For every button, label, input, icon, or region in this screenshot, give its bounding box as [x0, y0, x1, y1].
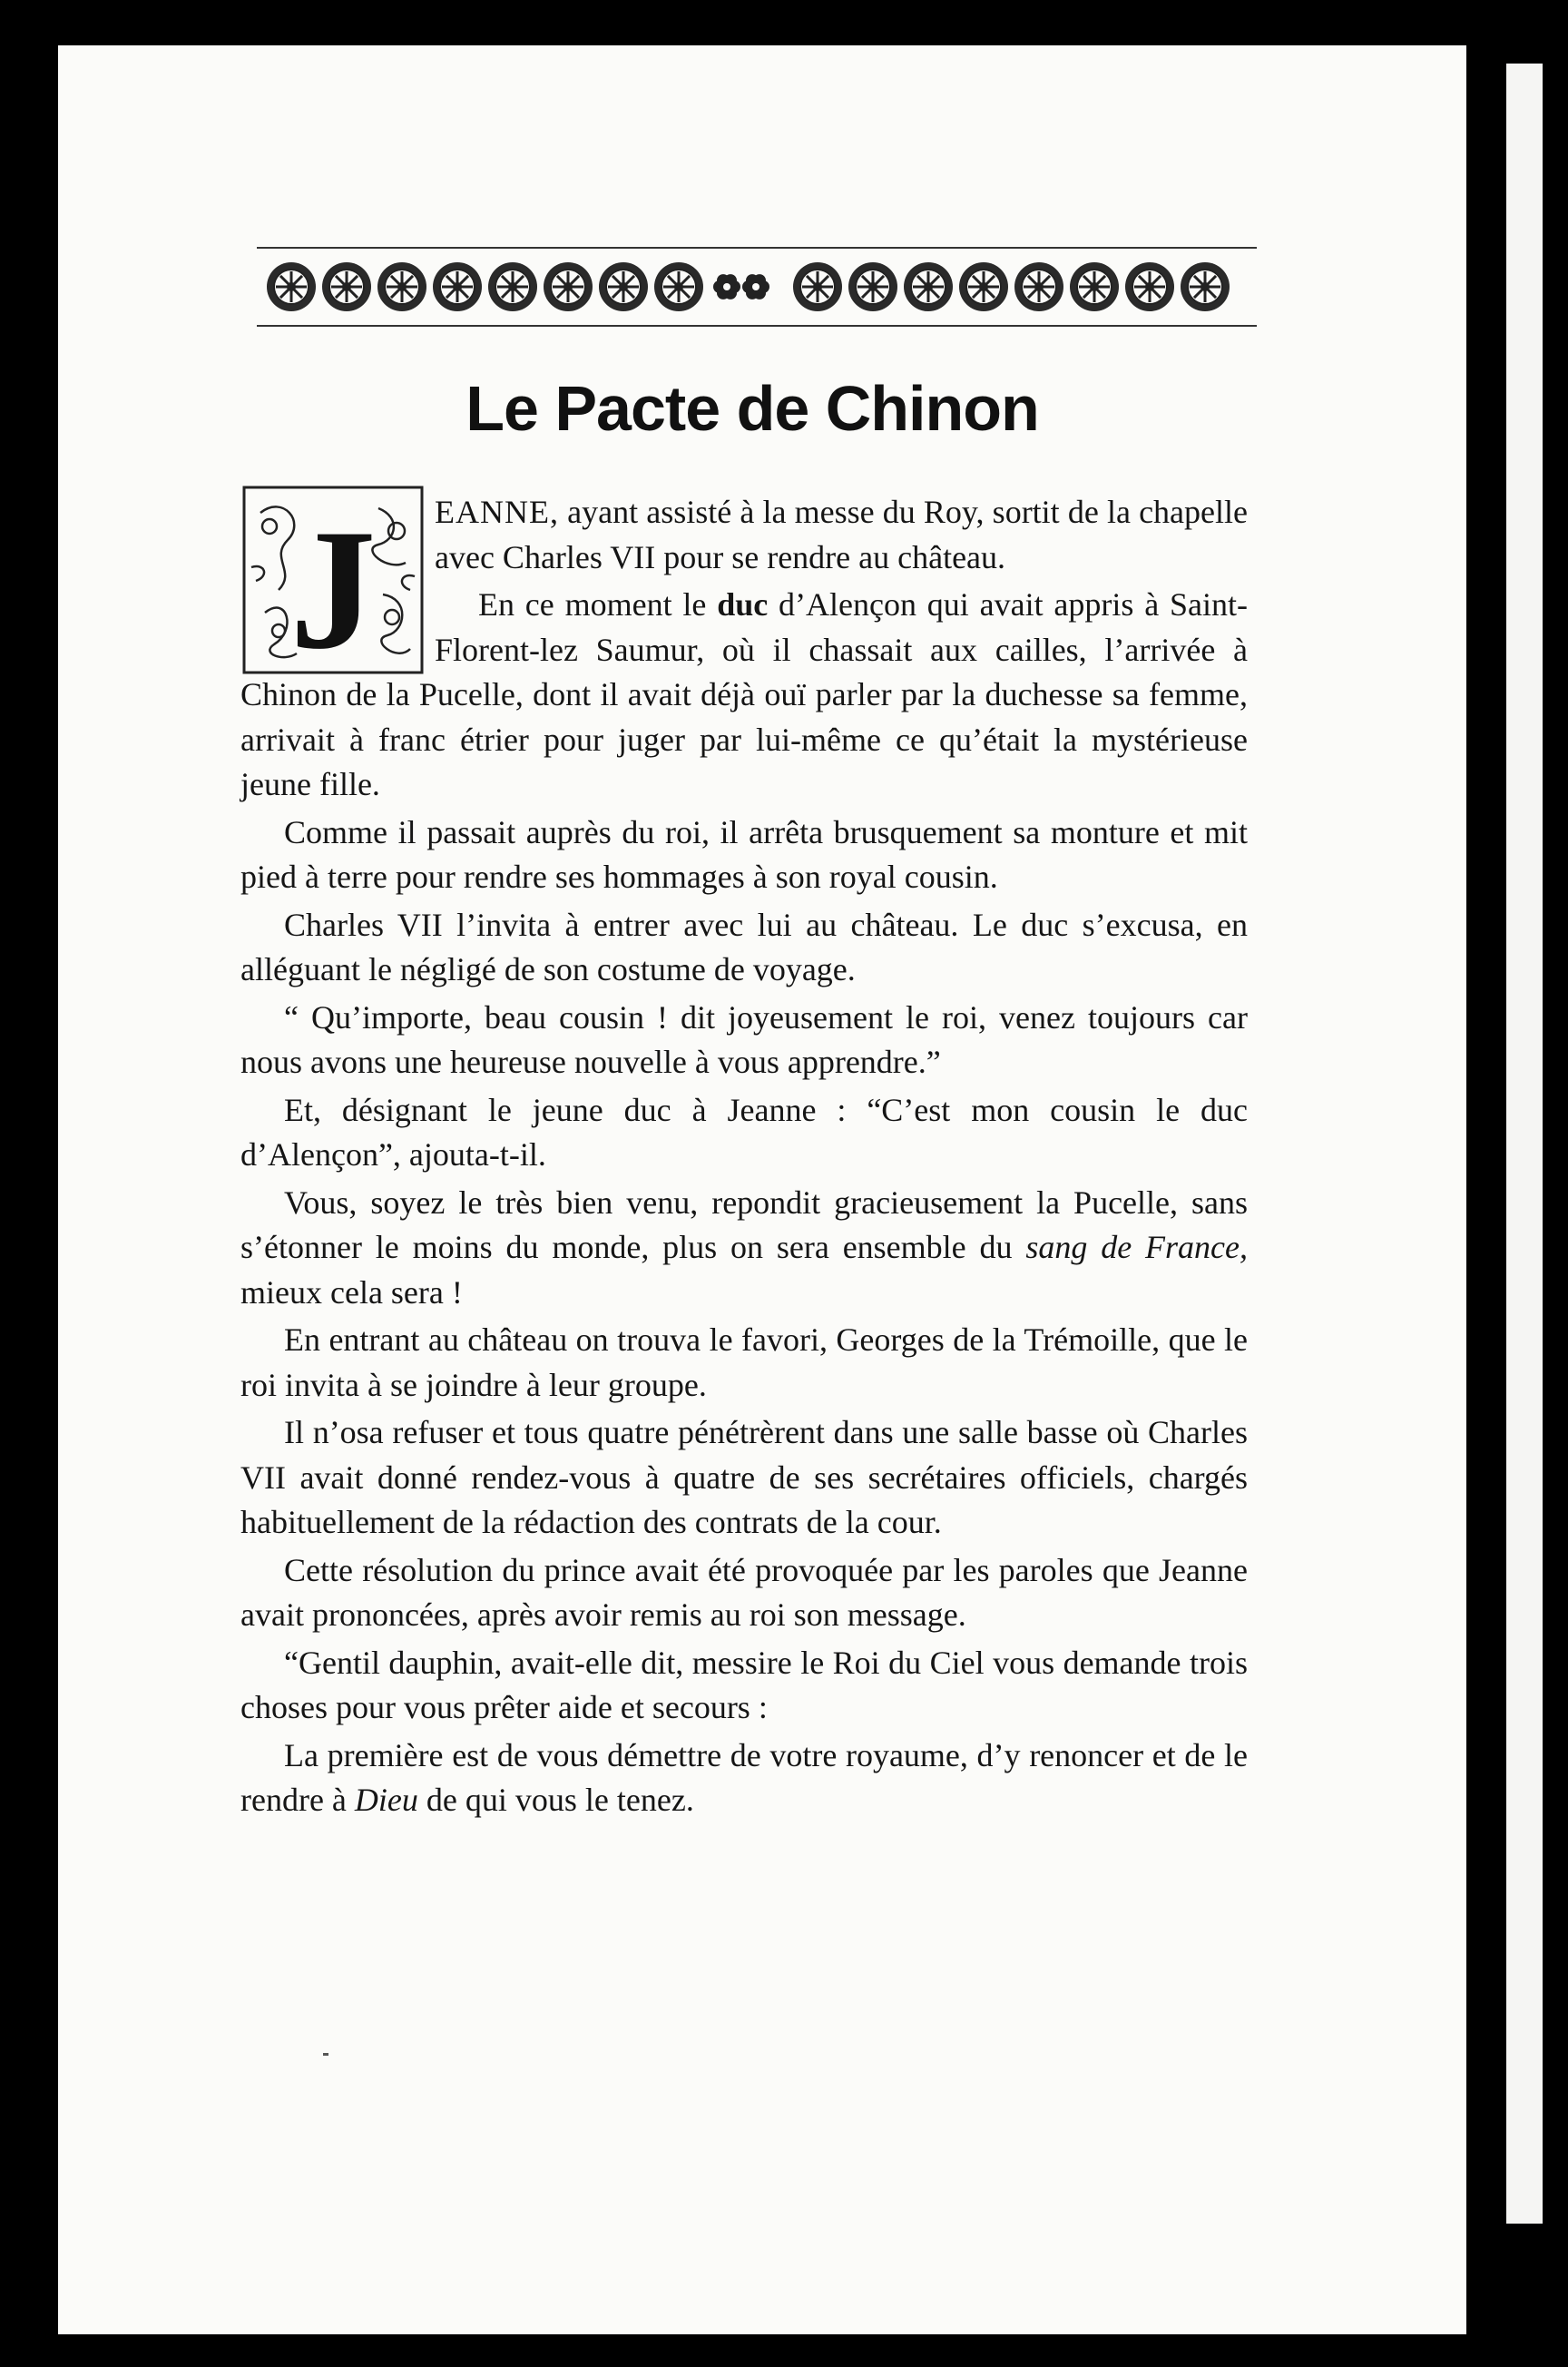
text-run: “ Qu’importe, beau cousin ! dit joyeusement le roi, venez toujours car nous avons une heureuse nouvelle à vous apprendre.” — [240, 998, 1248, 1080]
paragraph — [240, 903, 1248, 993]
rosette-ornament — [1070, 262, 1119, 311]
rosette-ornament — [654, 262, 703, 311]
rosette-ornament — [433, 262, 482, 311]
rosette-ornament — [488, 262, 537, 311]
star-ornament — [713, 274, 740, 300]
text-run: La première est de vous démettre de votre royaume, d’y renoncer et de le rendre à — [240, 1736, 1248, 1818]
svg-text:J: J — [289, 495, 377, 674]
rosette-ornament — [1014, 262, 1063, 311]
paragraph — [240, 1410, 1248, 1546]
rosette-ornament — [904, 262, 953, 311]
text-run: Et, désignant le jeune duc à Jeanne : “C’est mon cousin le duc d’Alençon”, ajouta-t-il. — [240, 1091, 1248, 1173]
rosette-ornament — [377, 262, 426, 311]
paragraph — [240, 996, 1248, 1085]
rosette-ornament — [267, 262, 316, 311]
text-run: Charles VII l’invita à entrer avec lui au château. Le duc s’excusa, en alléguant le négligé de son costume de voyage. — [240, 906, 1248, 987]
text-run: sang de France, — [1025, 1229, 1248, 1265]
text-run: ayant assisté à la messe du Roy, sortit de la chapelle avec Charles VII pour se rendre au château. — [435, 494, 1248, 575]
rosette-ornament — [848, 262, 897, 311]
text-run: Dieu — [354, 1782, 418, 1818]
facing-page-edge — [1506, 64, 1543, 2224]
text-run: de qui vous le tenez. — [417, 1782, 694, 1818]
dropcap-space — [240, 490, 433, 672]
text-run: Cette résolution du prince avait été provoquée par les paroles que Jeanne avait prononcées, après avoir remis au roi son message. — [240, 1551, 1248, 1633]
text-run: Il n’osa refuser et tous quatre pénétrèrent dans une salle basse où Charles VII avait donné rendez-vous à quatre de ses secrétaires officiels, chargés habituellement de la rédaction des contrats de la cour. — [240, 1414, 1248, 1540]
rosette-ornament — [793, 262, 842, 311]
text-run: En entrant au château on trouva le favori, Georges de la Trémoille, que le roi invita à se joindre à leur groupe. — [240, 1321, 1248, 1403]
chapter-title: Le Pacte de Chinon — [466, 373, 1039, 444]
body-text — [240, 490, 1248, 1826]
rosette-ornament — [959, 262, 1008, 311]
paragraph — [240, 1181, 1248, 1316]
rosette-ornament — [1181, 262, 1230, 311]
paragraph — [240, 1548, 1248, 1638]
star-ornament — [742, 274, 769, 300]
paragraph — [240, 1088, 1248, 1178]
rosette-ornament — [322, 262, 371, 311]
text-run: Comme il passait auprès du roi, il arrêta brusquement sa monture et mit pied à terre pour rendre ses hommages à son royal cousin. — [240, 813, 1248, 895]
ornamental-header-band — [257, 245, 1257, 329]
paragraph — [240, 1318, 1248, 1408]
text-run: d’Alençon qui avait appris à Saint-Florent-lez Saumur, où il chassait aux cailles, l’arrivée à Chinon de la Pucelle, dont il avait déjà ouï parler par la duchesse sa femme, arrivait à franc étrier pour juger par lui-même ce qu’était la mystérieuse jeune fille. — [240, 586, 1248, 802]
text-run: En ce moment le — [478, 586, 718, 623]
text-run: duc — [717, 586, 769, 623]
rosette-ornament — [599, 262, 648, 311]
rosette-ornament — [544, 262, 593, 311]
text-run: “Gentil dauphin, avait-elle dit, messire le Roi du Ciel vous demande trois choses pour vous prêter aide et secours : — [240, 1644, 1248, 1725]
rosette-ornament — [1125, 262, 1174, 311]
text-run: Vous, soyez le très bien venu, repondit gracieusement la Pucelle, sans s’étonner le moins du monde, plus on sera ensemble du — [240, 1184, 1248, 1265]
print-speck — [323, 2053, 328, 2056]
paragraph — [240, 810, 1248, 900]
text-run: EANNE, — [435, 494, 559, 530]
paragraph — [240, 1734, 1248, 1823]
paragraph — [240, 1641, 1248, 1731]
text-run: mieux cela sera ! — [240, 1273, 463, 1311]
